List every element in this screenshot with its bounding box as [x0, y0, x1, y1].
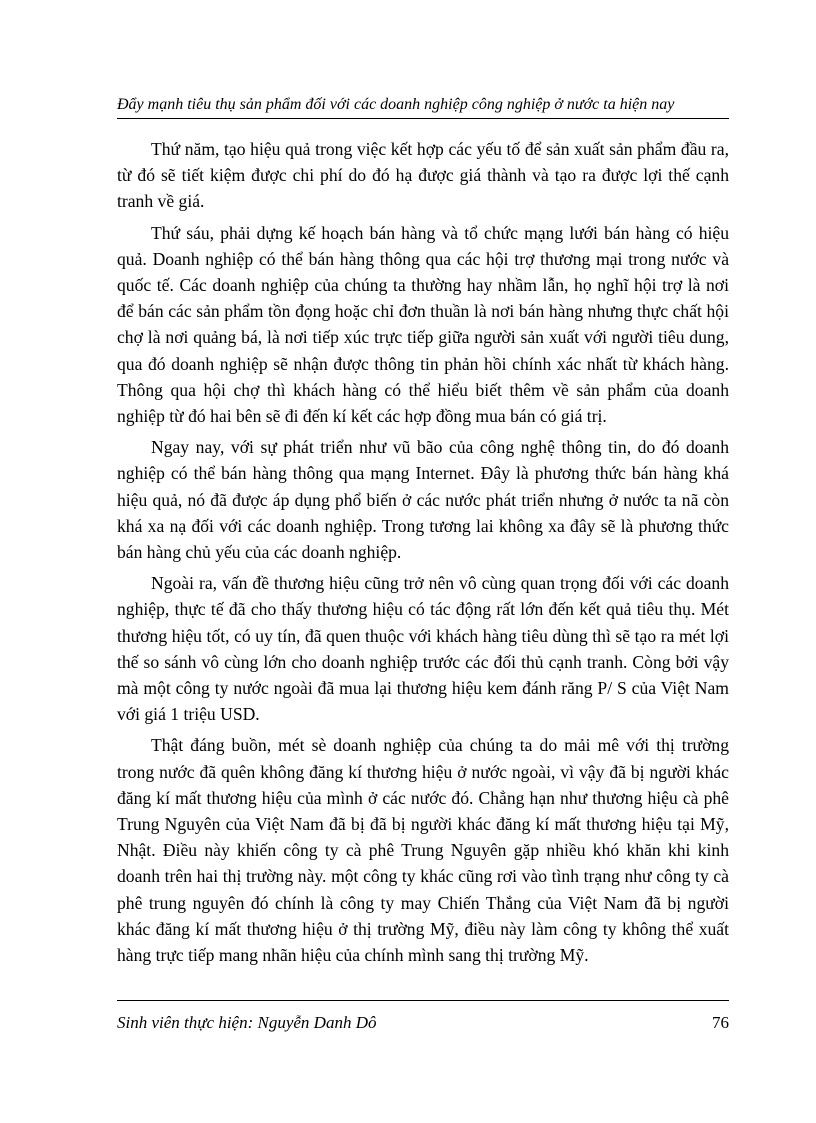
header-divider	[117, 118, 729, 119]
footer-author: Sinh viên thực hiện: Nguyễn Danh Dô	[117, 1013, 377, 1032]
paragraph-3: Ngay nay, với sự phát triển như vũ bão của công nghệ thông tin, do đó doanh nghiệp có thể bán hàng thông qua mạng Internet. Đây là phương thức bán hàng khá hiệu quả, nó đã được áp dụng phổ biến ở các nước phát triển nhưng ở nước ta nã còn khá xa nạ đối với các doanh nghiệp. Trong tương lai không xa đây sẽ là phương thức bán hàng chủ yếu của các doanh nghiệp.	[117, 437, 729, 563]
page-number: 76	[712, 1013, 729, 1032]
paragraph-2: Thứ sáu, phải dựng kế hoạch bán hàng và tổ chức mạng lưới bán hàng có hiệu quả. Doanh nghiệp có thể bán hàng thông qua các hội trợ thương mại trong nước và quốc tế. Các doanh nghiệp của chúng ta thường hay nhầm lẫn, họ nghĩ hội trợ là nơi để bán các sản phẩm tồn đọng hoặc chỉ đơn thuần là nơi bán hàng nhưng thực chất hội chợ là nơi quảng bá, là nơi tiếp xúc trực tiếp giữa người sản xuất với người tiêu dung, qua đó doanh nghiệp sẽ nhận được thông tin phản hồi chính xác nhất từ khách hàng. Thông qua hội chợ thì khách hàng có thể hiểu biết thêm về sản phẩm của doanh nghiệp từ đó hai bên sẽ đi đến kí kết các hợp đồng mua bán có giá trị.	[117, 222, 729, 427]
paragraph-1: Thứ năm, tạo hiệu quả trong việc kết hợp các yếu tố để sản xuất sản phẩm đầu ra, từ đó sẽ tiết kiệm được chi phí do đó hạ được giá thành và tạo ra được lợi thế cạnh tranh về giá.	[117, 139, 729, 212]
paragraph-4: Ngoài ra, vấn đề thương hiệu cũng trở nên vô cùng quan trọng đối với các doanh nghiệp, thực tế đã cho thấy thương hiệu có tác động rất lớn đến kết quả tiêu thụ. Mét thương hiệu tốt, có uy tín, đã quen thuộc với khách hàng tiêu dùng thì sẽ tạo ra mét lợi thế so sánh vô cùng lớn cho doanh nghiệp trước các đối thủ cạnh tranh. Còng bởi vậy mà một công ty nước ngoài đã mua lại thương hiệu kem đánh răng P/ S của Việt Nam với giá 1 triệu USD.	[117, 573, 729, 725]
page-footer	[117, 1012, 729, 1034]
footer-divider	[117, 1000, 729, 1001]
running-header: Đẩy mạnh tiêu thụ sản phẩm đối với các doanh nghiệp công nghiệp ở nước ta hiện nay	[117, 96, 675, 113]
document-body	[117, 136, 729, 973]
paragraph-5: Thật đáng buồn, mét sè doanh nghiệp của chúng ta do mải mê với thị trường trong nước đã quên không đăng kí thương hiệu ở nước ngoài, vì vậy đã bị người khác đăng kí mất thương hiệu của mình ở các nước đó. Chẳng hạn như thương hiệu cà phê Trung Nguyên của Việt Nam đã bị đã bị người khác đăng kí mất thương hiệu tại Mỹ, Nhật. Điều này khiến công ty cà phê Trung Nguyên gặp nhiều khó khăn khi kinh doanh trên hai thị trường này. một công ty khác cũng rơi vào tình trạng như công ty cà phê trung nguyên đó chính là công ty may Chiến Thắng của Việt Nam đã bị người khác đăng kí mất thương hiệu ở thị trường Mỹ, điều này làm công ty không thể xuất hàng trực tiếp mang nhãn hiệu của chính mình sang thị trường Mỹ.	[117, 735, 729, 966]
